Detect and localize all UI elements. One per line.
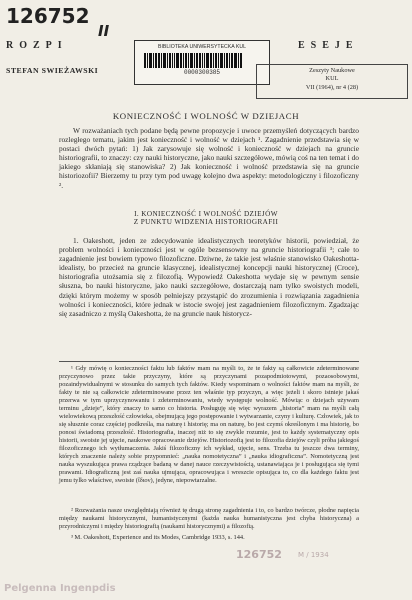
footnote-3: ³ M. Oakeshott, Experience and its Modes, Cambridge 1933, s. 144. <box>71 534 245 541</box>
section-heading <box>0 210 412 226</box>
footnote-separator <box>59 361 359 362</box>
watermark-text: Pelgenna Ingenpdis <box>4 583 116 594</box>
journal-issue: VII (1964), nr 4 (28) <box>305 83 359 91</box>
handwritten-mark: II <box>98 22 110 40</box>
section-paragraph: 1. Oakeshott, jeden ze zdecydowanie idealistycznych teoretyków historii, powiedział, że problem wolności i konieczności jest w ogóle bezsensowny na gruncie historiografii ³; całe to zagadnienie jest bowiem typowo filozoficzne. Dziwne, że takie jest właśnie stanowisko Oakeshotta-idealisty, bo przecież na gruncie klasycznej, idealistycznej koncepcji nauki historycznej (Croce), historiografia utożsamia się z filozofią. Wypowiedź Oakeshotta wydaje się w pewnym sensie słuszna, bo nauki historyczne, jako nauki szczegółowe, dostarczają nam tylko swoistych modeli, dzięki którym możemy w sposób pełniejszy przystąpić do zrozumienia i rozwiązania zagadnienia wolności i konieczności, które jednak w istocie swojej jest zagadnieniem filozoficznym. Zgadzając się zasadniczo z myślą Oakeshotta, że na gruncie nauk historycz- <box>59 236 359 318</box>
section-heading-line2: Z PUNKTU WIDZENIA HISTORIOGRAFII <box>133 218 279 226</box>
journal-reference-box <box>256 64 408 99</box>
handwritten-inventory-number: 126752 <box>6 4 90 28</box>
footnote-2: ² Rozważania nasze uwzględniają również tę drugą stronę zagadnienia i to, co bardzo twórcze, płodne napięcia między naukami historycznymi, humanistycznymi (każda nauka humanistyczna jest chyba historyczna) a przyrodniczymi i między historiografią (naukami historycznymi) a filozofią. <box>59 507 359 530</box>
footnote-1: ¹ Gdy mówię o konieczności faktu lub faktów mam na myśli to, że te fakty są całkowicie zdeterminowane przyczynowo przez takie przyczyny, które są przyczynami pozapodmiotowymi, pozaosobowymi, pozaindywidualnymi w stosunku do samych tych faktów. Kiedy wspominam o wolności faktów mam na myśli, że fakty te nie są całkowicie zdeterminowane przez ten właśnie typ przyczyn, a więc jeżeli i skoro istnieje jakaś przerwa w tym uprzyczynowaniu i zdeterminowaniu, wtedy występuje wolność. Mówiąc o dziejach używam terminu „dzieje”, który znaczy to samo co historia. Posługuję się więc wyrazem „historia” mam na myśli całą wielowiekową przeszłość człowieka, obejmującą jego postępowanie i wytwarzanie, czyny i kulturę. Człowiek, jak to się słusznie coraz częściej podkreśla, ma naturę i historię; ma on naturę, bo jest czymś określonym i ma historię, bo ponosi świadomą przeszłość. Historiografia, inaczej niż to się zwykle rozumie, jest to każdy systematyczny opis historii, swoiste jej ujęcie, naukowe opracowanie dziejów. Historiozofią jest to filozofia dziejów czyli próba jakiegoś filozoficznego ich wytłumaczenia. Jakiś filozoficzny ich wykład, ujęcie, sens. Trzeba tu jeszcze dwa terminy, których znaczenie należy sobie przypomnieć: „nauka nomotetyczna” i „nauka idiograficzna”. Nomotetyczną jest nauka wyszukująca prawa rządzące badaną w danej nauce rzeczywistością, ustanawiająca je i posługująca się tymi prawami. Idiograficzną jest zaś nauka ujmująca, opracowująca i wreszcie opisująca to, co dla każdego faktu jest jemu tylko właściwe, swoiste (ἴδιον), jedyne, niepowtarzalne. <box>59 365 359 484</box>
journal-title: Zeszyty Naukowe <box>309 67 355 74</box>
bottom-handwritten-number: 126752 <box>236 548 282 561</box>
author-name: STEFAN SWIEŻAWSKI <box>6 66 99 75</box>
barcode-number: 0000300385 <box>183 69 220 76</box>
header-left-word: ROZPI <box>6 40 68 51</box>
library-stamp-label: BIBLIOTEKA UNIWERSYTECKA KUL <box>158 44 246 50</box>
header-right-word: ESEJE <box>298 40 359 51</box>
library-stamp <box>134 40 270 85</box>
section-heading-line1: I. KONIECZNOŚĆ I WOLNOŚĆ DZIEJÓW <box>134 210 278 218</box>
article-title: KONIECZNOŚĆ I WOLNOŚĆ W DZIEJACH <box>112 111 300 121</box>
intro-paragraph: W rozważaniach tych podane będą pewne propozycje i uwoce przemyśleń dotyczących bardzo rozległego tematu, jakim jest konieczność i wolność w dziejach ¹. Zagadnienie przedstawia się w postaci dwóch pytań: 1) Jak zarysowuje się wolność i konieczność w dziejach na gruncie historiografii, to znaczy: czy nauki historyczne, jako nauki szczegółowe, mówią coś na ten temat i do jakiego skłaniają się stanowiska? 2) Jak konieczność i wolność przedstawia się na gruncie historiozofii? Bierzemy tu przy tym pod uwagę kolejno dwa aspekty: metodologiczny i filozoficzny ². <box>59 126 359 190</box>
library-barcode <box>144 53 269 68</box>
journal-publisher: KUL <box>325 75 339 83</box>
bottom-faint-note: M / 1934 <box>298 551 329 559</box>
